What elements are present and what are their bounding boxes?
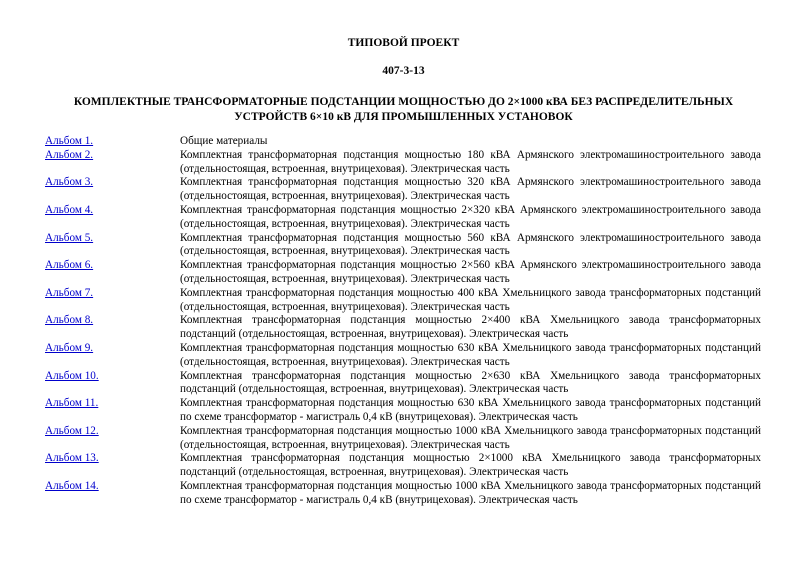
album-row: [45, 176, 761, 204]
album-link[interactable]: Альбом 7.: [45, 286, 94, 299]
album-row: [45, 204, 761, 232]
album-row: [45, 397, 761, 425]
album-link[interactable]: Альбом 14.: [45, 479, 99, 492]
album-link[interactable]: Альбом 4.: [45, 203, 94, 216]
album-link[interactable]: Альбом 6.: [45, 259, 94, 272]
album-link[interactable]: Альбом 13.: [45, 452, 99, 465]
album-description: Комплектная трансформаторная подстанция мощностью 630 кВА Хмельницкого завода трансформаторных подстанций по схеме трансформатор - магистраль 0,4 кВ (внутрицеховая). Электрическая часть: [180, 397, 761, 423]
document-heading: КОМПЛЕКТНЫЕ ТРАНСФОРМАТОРНЫЕ ПОДСТАНЦИИ МОЩНОСТЬЮ ДО 2×1000 кВА БЕЗ РАСПРЕДЕЛИТЕЛЬНЫХ УСТРОЙСТВ 6×10 кВ ДЛЯ ПРОМЫШЛЕННЫХ УСТАНОВОК: [73, 96, 734, 123]
album-link[interactable]: Альбом 8.: [45, 314, 94, 327]
album-row: [45, 425, 761, 453]
album-description: Общие материалы: [180, 135, 268, 147]
album-list: [45, 135, 761, 508]
album-description: Комплектная трансформаторная подстанция мощностью 400 кВА Хмельницкого завода трансформаторных подстанций (отдельностоящая, встроенная, внутрицеховая). Электрическая часть: [180, 286, 761, 313]
album-link[interactable]: Альбом 10.: [45, 369, 99, 382]
album-description: Комплектная трансформаторная подстанция мощностью 320 кВА Армянского электромашиностроительного завода (отдельностоящая, встроенная, внутрицеховая). Электрическая часть: [180, 176, 761, 203]
album-link[interactable]: Альбом 1.: [45, 135, 94, 147]
album-description: Комплектная трансформаторная подстанция мощностью 1000 кВА Хмельницкого завода трансформаторных подстанций (отдельностоящая, встроенная, внутрицеховая). Электрическая часть: [180, 424, 761, 451]
album-link[interactable]: Альбом 12.: [45, 424, 99, 437]
album-link[interactable]: Альбом 5.: [45, 231, 94, 244]
album-row: [45, 480, 761, 508]
album-row: [45, 370, 761, 398]
album-row: [45, 287, 761, 315]
album-link[interactable]: Альбом 11.: [45, 397, 99, 410]
album-description: Комплектная трансформаторная подстанция мощностью 1000 кВА Хмельницкого завода трансформаторных подстанций по схеме трансформатор - магистраль 0,4 кВ (внутрицеховая). Электрическая часть: [180, 479, 761, 506]
document-title: ТИПОВОЙ ПРОЕКТ: [347, 37, 460, 49]
album-description: Комплектная трансформаторная подстанция мощностью 2×400 кВА Хмельницкого завода трансформаторных подстанций (отдельностоящая, встроенная, внутрицеховая). Электрическая часть: [180, 314, 761, 341]
album-link[interactable]: Альбом 9.: [45, 341, 94, 354]
album-link[interactable]: Альбом 2.: [45, 148, 94, 161]
album-row: [45, 342, 761, 370]
album-description: Комплектная трансформаторная подстанция мощностью 2×320 кВА Армянского электромашиностроительного завода (отдельностоящая, встроенная, внутрицеховая). Электрическая часть: [180, 203, 761, 230]
album-description: Комплектная трансформаторная подстанция мощностью 560 кВА Армянского электромашиностроительного завода (отдельностоящая, встроенная, внутрицеховая). Электрическая часть: [180, 231, 761, 258]
album-row: [45, 259, 761, 287]
album-description: Комплектная трансформаторная подстанция мощностью 2×1000 кВА Хмельницкого завода трансформаторных подстанций (отдельностоящая, встроенная, внутрицеховая). Электрическая часть: [180, 452, 761, 479]
album-row: [45, 232, 761, 260]
album-row: [45, 149, 761, 177]
album-row: [45, 452, 761, 480]
album-link[interactable]: Альбом 3.: [45, 176, 94, 189]
album-row: [45, 135, 761, 149]
album-row: [45, 314, 761, 342]
album-description: Комплектная трансформаторная подстанция мощностью 2×630 кВА Хмельницкого завода трансформаторных подстанций (отдельностоящая, встроенная, внутрицеховая). Электрическая часть: [180, 369, 761, 396]
project-code: 407-3-13: [382, 65, 425, 77]
album-description: Комплектная трансформаторная подстанция мощностью 2×560 кВА Армянского электромашиностроительного завода (отдельностоящая, встроенная, внутрицеховая). Электрическая часть: [180, 259, 761, 285]
album-description: Комплектная трансформаторная подстанция мощностью 180 кВА Армянского электромашиностроительного завода (отдельностоящая, встроенная, внутрицеховая). Электрическая часть: [180, 148, 761, 175]
album-description: Комплектная трансформаторная подстанция мощностью 630 кВА Хмельницкого завода трансформаторных подстанций (отдельностоящая, встроенная, внутрицеховая). Электрическая часть: [180, 341, 761, 368]
